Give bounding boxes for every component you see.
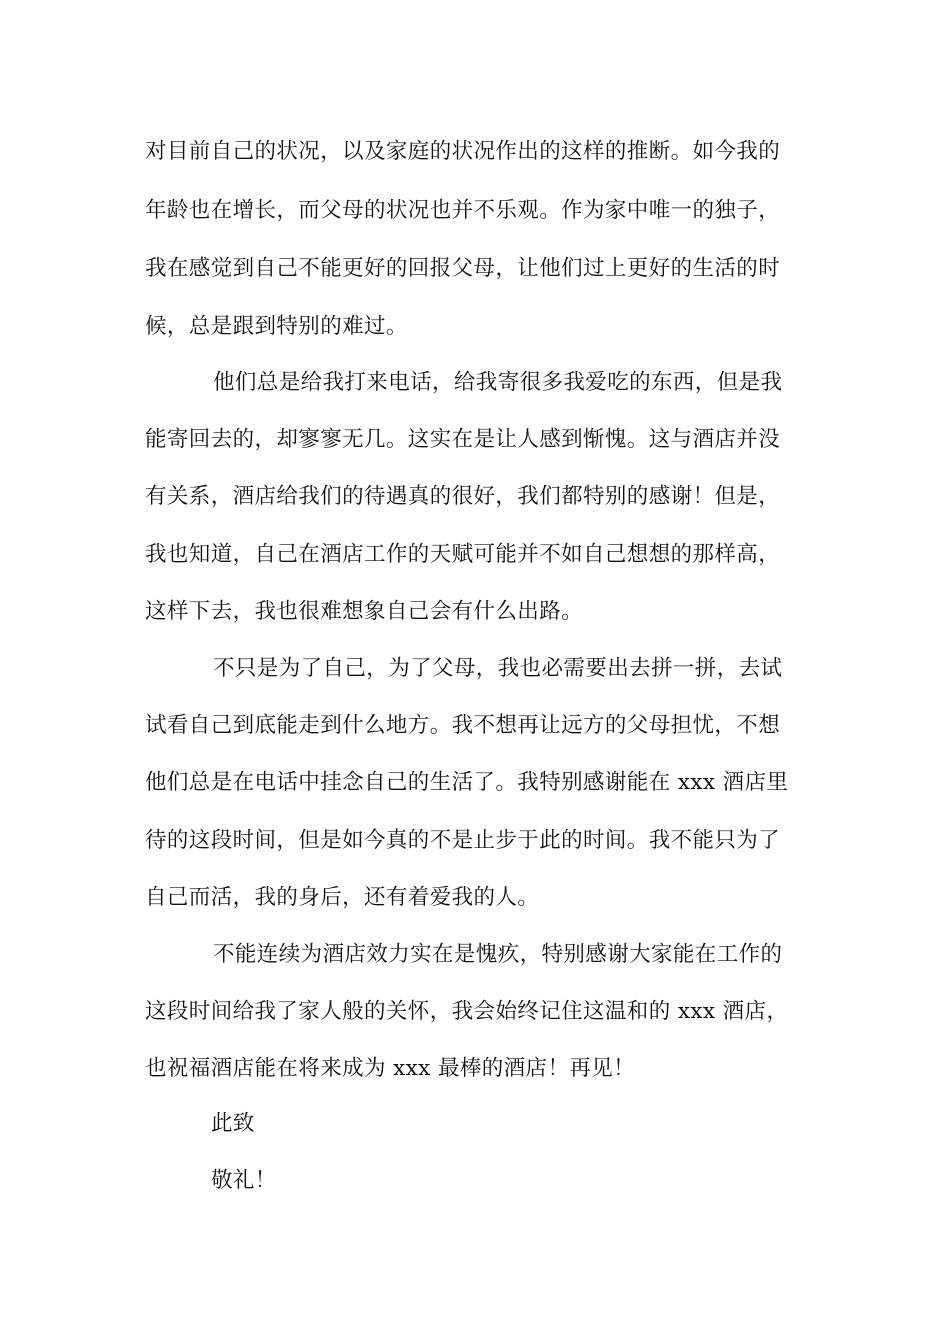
paragraph-3-line-1: 不只是为了自己，为了父母，我也必需要出去拼一拼，去试 — [213, 656, 783, 681]
closing-regards: 敬礼！ — [211, 1168, 277, 1193]
paragraph-2-line-4: 我也知道，自己在酒店工作的天赋可能并不如自己想想的那样高， — [145, 542, 781, 567]
paragraph-2-line-3: 有关系，酒店给我们的待遇真的很好，我们都特别的感谢！但是， — [145, 484, 781, 509]
paragraph-1-line-2: 年龄也在增长，而父母的状况也并不乐观。作为家中唯一的独子， — [145, 198, 781, 223]
paragraph-4-line-3: 也祝福酒店能在将来成为 xxx 最棒的酒店！再见！ — [145, 1056, 636, 1081]
paragraph-2-line-1: 他们总是给我打来电话，给我寄很多我爱吃的东西，但是我 — [213, 370, 783, 395]
paragraph-3-line-3: 他们总是在电话中挂念自己的生活了。我特别感谢能在 xxx 酒店里 — [145, 770, 789, 795]
paragraph-2-line-2: 能寄回去的，却寥寥无几。这实在是让人感到惭愧。这与酒店并没 — [145, 427, 781, 452]
paragraph-3-line-5: 自己而活，我的身后，还有着爱我的人。 — [145, 885, 540, 910]
paragraph-2-line-5: 这样下去，我也很难想象自己会有什么出路。 — [145, 599, 584, 624]
paragraph-1-line-3: 我在感觉到自己不能更好的回报父母，让他们过上更好的生活的时 — [145, 256, 781, 281]
paragraph-4-line-2: 这段时间给我了家人般的关怀，我会始终记住这温和的 xxx 酒店， — [145, 999, 789, 1024]
paragraph-1-line-4: 候，总是跟到特别的难过。 — [145, 314, 408, 339]
paragraph-1-line-1: 对目前自己的状况，以及家庭的状况作出的这样的推断。如今我的 — [145, 139, 781, 164]
paragraph-3-line-4: 待的这段时间，但是如今真的不是止步于此的时间。我不能只为了 — [145, 828, 781, 853]
paragraph-4-line-1: 不能连续为酒店效力实在是愧疚，特别感谢大家能在工作的 — [213, 942, 783, 967]
paragraph-3-line-2: 试看自己到底能走到什么地方。我不想再让远方的父母担忧，不想 — [145, 713, 781, 738]
closing-salutation: 此致 — [211, 1111, 255, 1136]
